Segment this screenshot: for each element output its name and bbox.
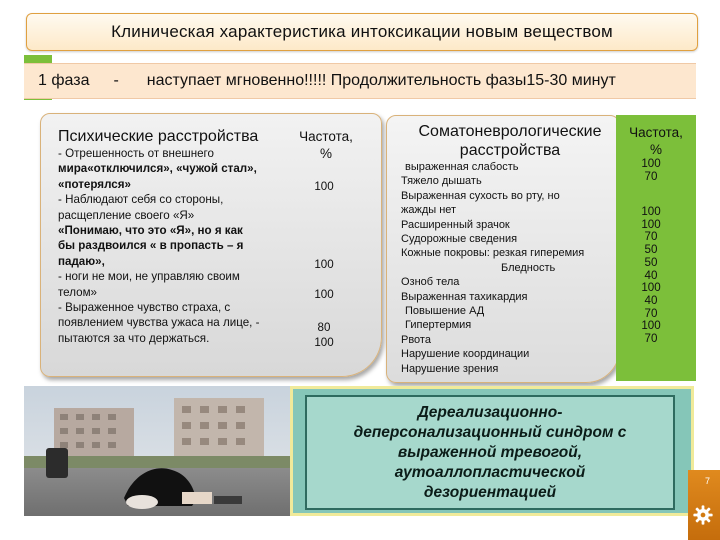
list-item: Тяжело дышать <box>401 175 482 188</box>
somatic-frequency-value: 100 <box>641 281 661 295</box>
slide-title: Клиническая характеристика интоксикации новым веществом <box>26 13 698 51</box>
list-item: жажды нет <box>401 204 457 217</box>
list-item: Нарушение координации <box>401 348 530 361</box>
mental-disorders-heading: Психические расстройства <box>58 128 259 145</box>
list-item: «Понимаю, что это «Я», но я как <box>58 224 243 238</box>
list-item: выраженная слабость <box>405 161 519 173</box>
list-item: - Наблюдают себя со стороны, <box>58 193 224 207</box>
somatic-frequency-values <box>616 206 686 346</box>
phase-dash: - <box>113 72 119 89</box>
list-item: мира«отключился», «чужой стал», <box>58 162 257 176</box>
list-item: Озноб тела <box>401 276 460 289</box>
list-item: Судорожные сведения <box>401 233 518 246</box>
somatic-frequency-values-top <box>616 158 686 183</box>
list-item: Повышение АД <box>405 305 485 318</box>
somatoneurological-heading <box>400 122 620 160</box>
somatic-frequency-value: 100 <box>641 205 661 218</box>
somatic-frequency-value: 70 <box>644 332 658 346</box>
list-item: - ноги не мои, не управляю своим <box>58 270 240 284</box>
mental-frequency-value: 100 <box>314 336 334 349</box>
list-item: Гипертермия <box>405 319 472 332</box>
phase-bar <box>24 63 696 99</box>
street-photo <box>24 386 294 516</box>
list-item: Нарушение зрения <box>401 362 499 375</box>
somatic-frequency-value: 50 <box>644 243 658 257</box>
somatic-frequency-heading-unit: % <box>649 142 662 157</box>
list-item: появлением чувства ужаса на лице, - <box>58 316 260 330</box>
list-item: падаю», <box>58 254 105 268</box>
syndrome-line: выраженной тревогой, <box>397 443 583 461</box>
street-photo-illustration <box>24 386 294 516</box>
somatic-frequency-heading <box>618 124 694 158</box>
mental-frequency-value: 100 <box>314 258 334 271</box>
phase-label: 1 фаза <box>38 72 90 89</box>
somatic-frequency-value: 70 <box>644 169 658 183</box>
list-item: Бледность <box>501 261 556 274</box>
somatic-frequency-value: 100 <box>641 217 661 231</box>
somatic-frequency-value: 70 <box>644 306 658 320</box>
mental-frequency-value: 100 <box>314 180 334 193</box>
somatic-frequency-value: 50 <box>644 255 658 269</box>
mental-symptoms-list <box>58 146 298 346</box>
list-item: - Отрешенность от внешнего <box>58 147 214 160</box>
list-item: Выраженная тахикардия <box>401 290 528 303</box>
syndrome-line: аутоаллопластической <box>394 463 586 481</box>
mental-frequency-heading-unit: % <box>319 146 332 161</box>
syndrome-text <box>354 403 627 503</box>
page-number: 7 <box>705 476 711 486</box>
list-item: «потерялся» <box>58 177 131 191</box>
somatic-frequency-value: 100 <box>641 319 661 333</box>
syndrome-conclusion <box>305 395 675 510</box>
somatic-frequency-value: 40 <box>644 293 658 307</box>
somatoneurological-heading-line: расстройства <box>459 142 561 159</box>
list-item: пытаются за что держаться. <box>58 331 210 345</box>
somatic-frequency-value: 100 <box>641 157 661 170</box>
list-item: Кожные покровы: резкая гиперемия <box>401 247 585 260</box>
somatic-frequency-value: 40 <box>644 268 658 282</box>
list-item: телом» <box>58 285 98 299</box>
syndrome-line: деперсонализационный синдром с <box>353 423 627 441</box>
list-item: расщепление своего «Я» <box>58 208 195 222</box>
somatoneurological-heading-line: Соматоневрологические <box>418 123 602 140</box>
mental-frequency-heading-line: Частота, <box>299 129 353 144</box>
somatic-frequency-value: 70 <box>644 230 658 244</box>
list-item: Расширенный зрачок <box>401 218 510 231</box>
syndrome-line: дезориентацией <box>423 483 557 501</box>
mental-frequency-value: 100 <box>314 288 334 301</box>
syndrome-line: Дереализационно- <box>417 403 563 421</box>
phase-description: наступает мгновенно!!!!! Продолжительность фазы15-30 минут <box>146 72 616 89</box>
list-item: Рвота <box>401 333 431 346</box>
mental-frequency-value: 80 <box>317 321 331 334</box>
mental-frequency-heading <box>288 128 364 162</box>
somatic-frequency-heading-line: Частота, <box>629 125 683 140</box>
list-item: - Выраженное чувство страха, с <box>58 301 231 315</box>
gear-icon <box>692 504 714 531</box>
list-item: бы раздвоился « в пропасть – я <box>58 239 244 253</box>
list-item: Выраженная сухость во рту, но <box>401 189 560 202</box>
somatic-symptoms-list <box>401 160 611 376</box>
